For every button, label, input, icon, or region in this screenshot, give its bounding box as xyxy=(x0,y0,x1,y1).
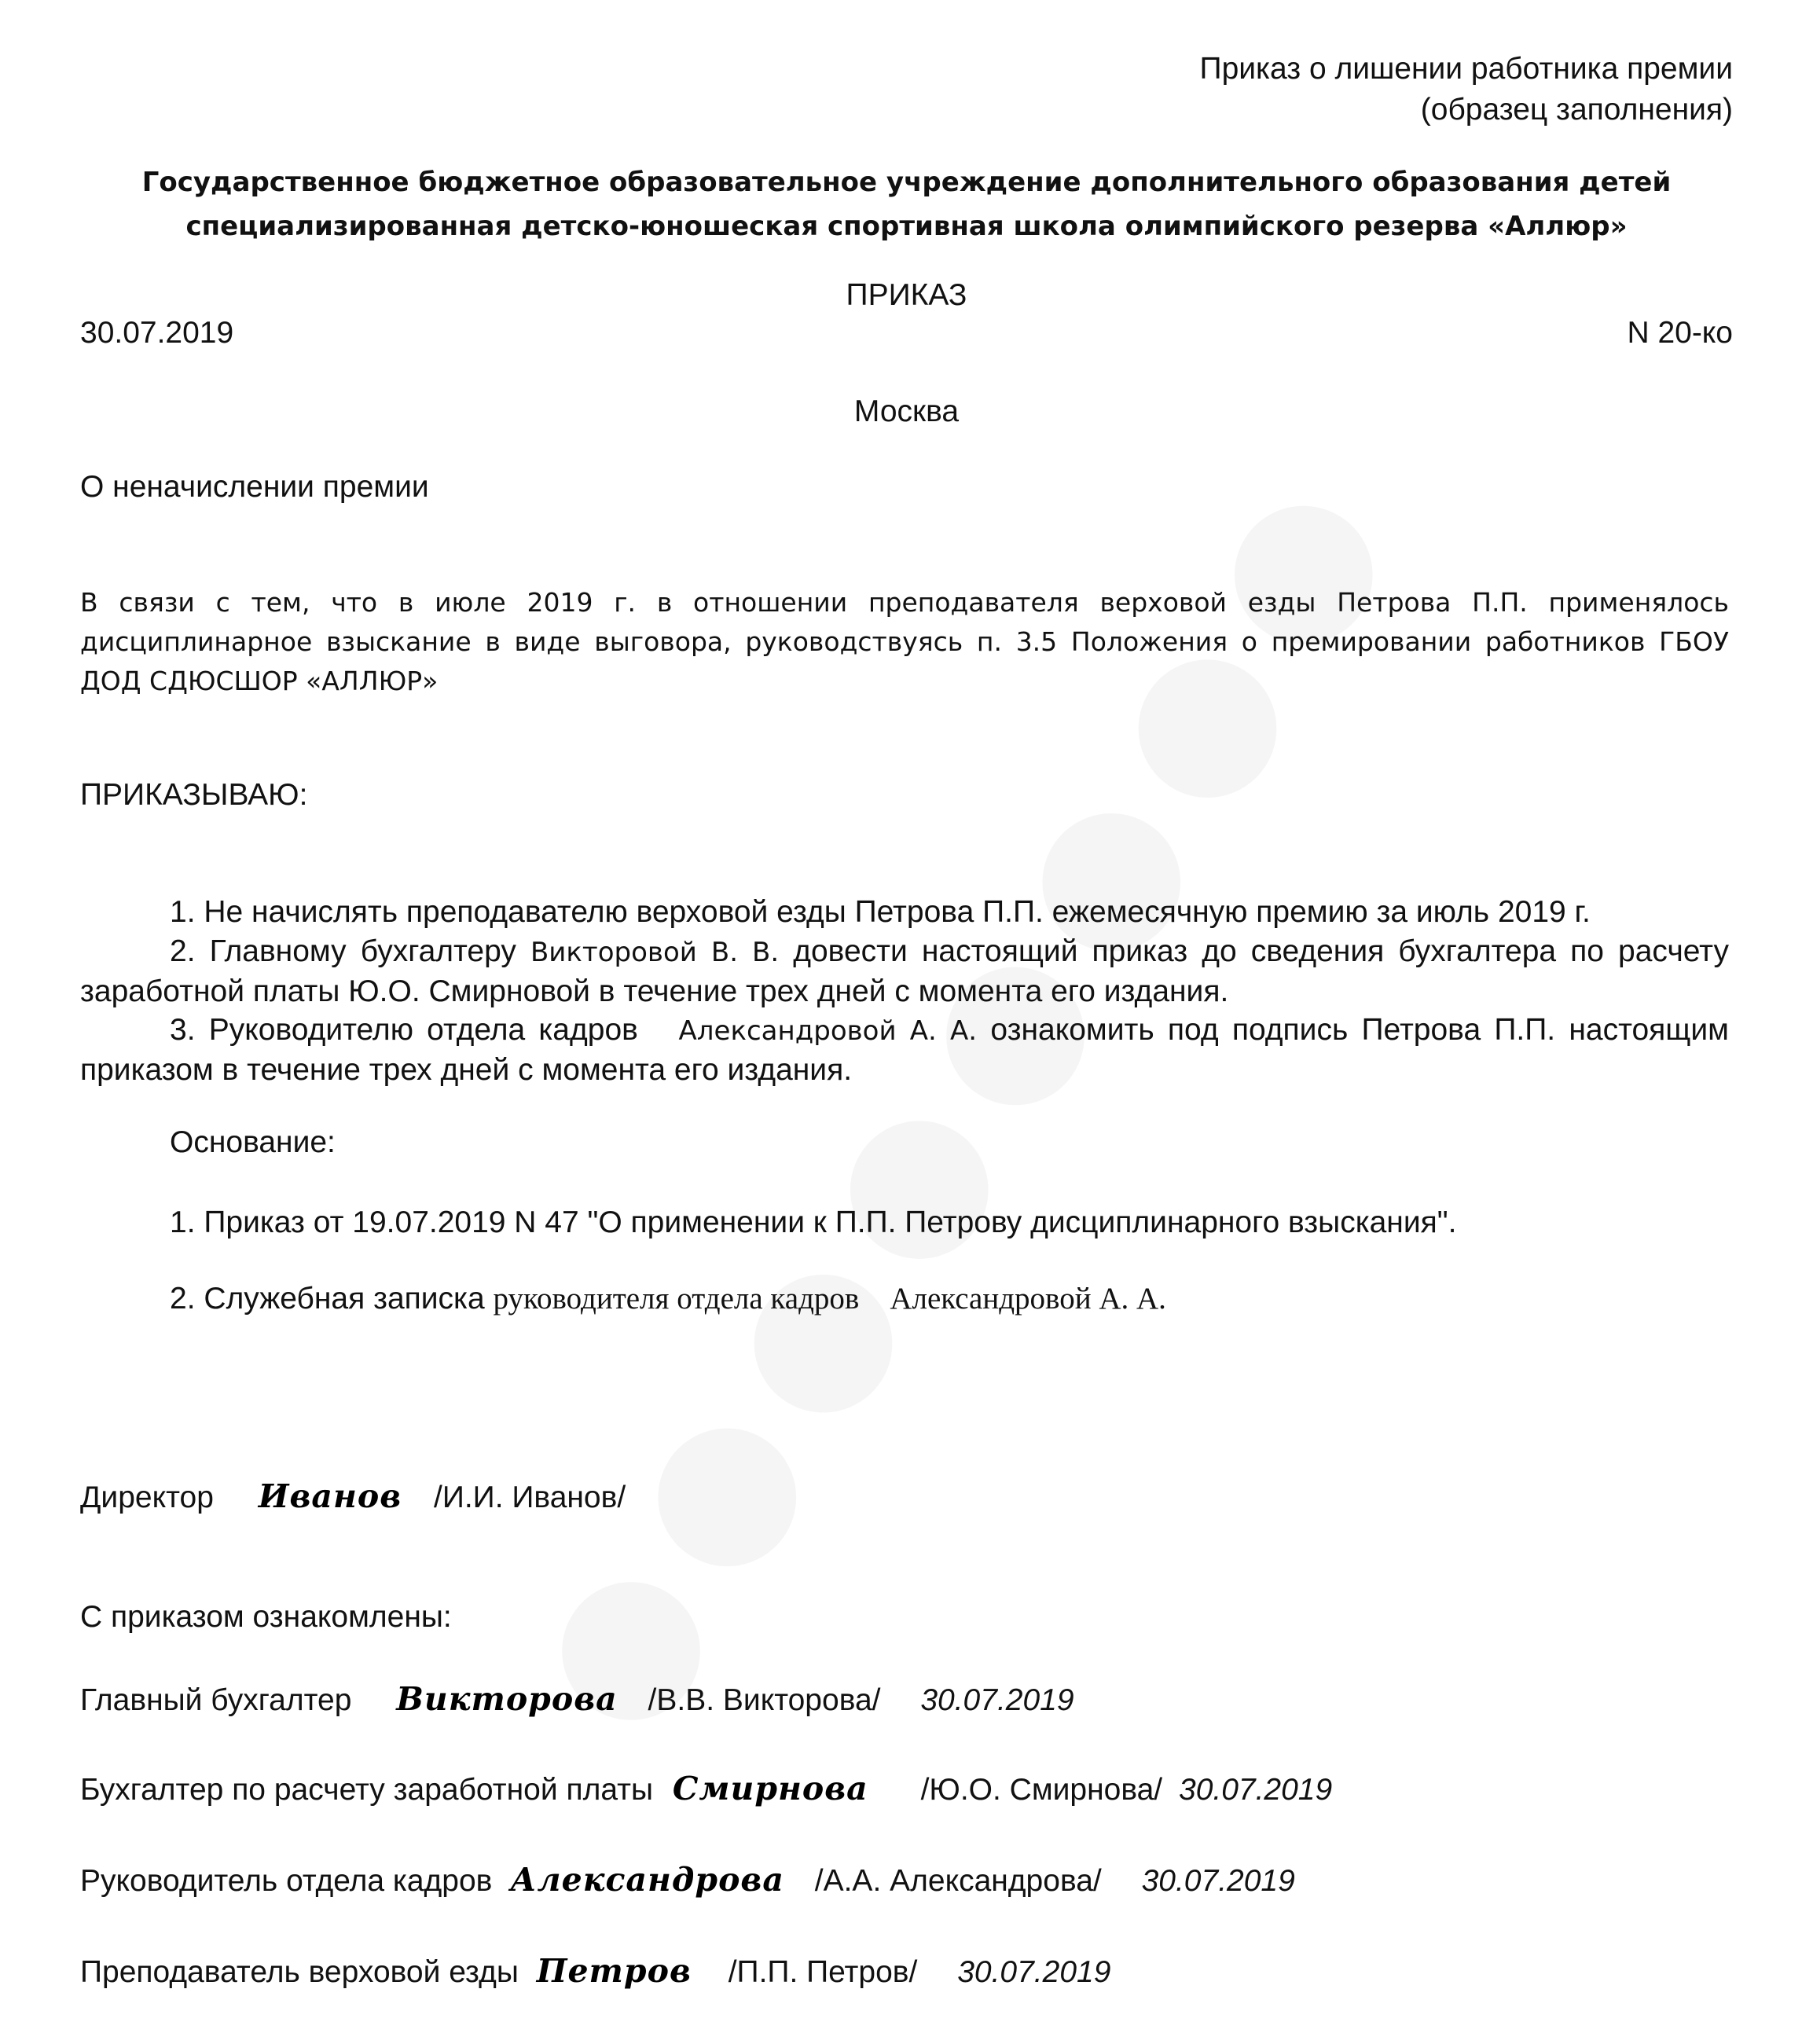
order-item-3-text: ознакомить под подпись Петрова П.П. настоящим приказом в течение трех дней с момента его издания. xyxy=(80,1013,1729,1087)
ack-signature: Александрова xyxy=(510,1861,784,1899)
document-subject: О неначислении премии xyxy=(80,470,429,504)
order-item-3-person: Александровой А. А. xyxy=(678,1015,978,1047)
document-number: N 20-ко xyxy=(1627,316,1733,350)
order-item-3 xyxy=(80,1011,1729,1090)
basis-item-2 xyxy=(170,1281,1166,1316)
ack-signature: Викторова xyxy=(396,1680,618,1718)
order-item-2-person: Викторовой В. В. xyxy=(530,937,780,968)
ack-position: Главный бухгалтер xyxy=(80,1683,352,1717)
document-type: ПРИКАЗ xyxy=(846,278,967,312)
basis-item-2-text: руководителя отдела кадров Александровой А. А. xyxy=(493,1282,1166,1316)
ack-name: /А.А. Александрова/ xyxy=(814,1864,1102,1898)
acknowledged-row xyxy=(80,1952,1110,1990)
document-city: Москва xyxy=(853,394,960,428)
sample-title xyxy=(1200,49,1733,130)
acknowledged-row xyxy=(80,1680,1074,1718)
basis-item-1: 1. Приказ от 19.07.2019 N 47 "О применении к П.П. Петрову дисциплинарного взыскания". xyxy=(170,1205,1457,1239)
ack-position: Преподаватель верховой езды xyxy=(80,1955,519,1989)
ack-name: /П.П. Петров/ xyxy=(728,1955,918,1989)
order-item-2 xyxy=(80,932,1729,1011)
ack-name: /Ю.О. Смирнова/ xyxy=(920,1773,1163,1807)
basis-heading: Основание: xyxy=(170,1125,336,1159)
ack-date: 30.07.2019 xyxy=(1141,1864,1295,1898)
ack-name: /В.В. Викторова/ xyxy=(648,1683,881,1717)
sample-title-line1: Приказ о лишении работника премии xyxy=(1199,52,1733,86)
preamble-paragraph: В связи с тем, что в июле 2019 г. в отношении преподавателя верховой езды Петрова П.П. применялось дисциплинарное взыскание в виде выговора, руководствуясь п. 3.5 Положения о премировании работников ГБОУ ДОД СДЮСШОР «АЛЛЮР» xyxy=(80,587,1729,696)
ack-position: Бухгалтер по расчету заработной платы xyxy=(80,1773,654,1807)
organization-line2: специализированная детско-юношеская спортивная школа олимпийского резерва «Аллюр» xyxy=(185,211,1628,242)
ack-date: 30.07.2019 xyxy=(920,1683,1074,1717)
document-date: 30.07.2019 xyxy=(80,316,234,350)
organization-name xyxy=(0,160,1813,248)
order-item-3-lead: 3. Руководителю отдела кадров xyxy=(170,1013,638,1047)
ack-date: 30.07.2019 xyxy=(1179,1773,1333,1807)
acknowledged-row xyxy=(80,1770,1332,1807)
director-signature-row xyxy=(80,1477,626,1515)
ack-date: 30.07.2019 xyxy=(957,1955,1111,1989)
acknowledged-heading: С приказом ознакомлены: xyxy=(80,1600,452,1634)
order-item-2-text: довести настоящий приказ до сведения бухгалтера по расчету заработной платы Ю.О. Смирновой в течение трех дней с момента его издания. xyxy=(80,934,1729,1008)
order-heading: ПРИКАЗЫВАЮ: xyxy=(80,778,308,812)
order-item-1 xyxy=(80,893,1729,932)
organization-line1: Государственное бюджетное образовательное учреждение дополнительного образования детей xyxy=(141,167,1672,198)
order-item-2-lead: 2. Главному бухгалтеру xyxy=(170,934,516,968)
ack-signature: Смирнова xyxy=(672,1770,868,1807)
ack-position: Руководитель отдела кадров xyxy=(80,1864,493,1898)
basis-item-2-lead: 2. Служебная записка xyxy=(170,1282,485,1316)
ack-signature: Петров xyxy=(536,1952,692,1990)
acknowledged-row xyxy=(80,1861,1295,1899)
sample-title-line2: (образец заполнения) xyxy=(1420,93,1733,127)
director-signature: Иванов xyxy=(258,1477,402,1515)
director-title: Директор xyxy=(80,1481,214,1514)
director-name: /И.И. Иванов/ xyxy=(433,1481,626,1514)
order-item-1-text: 1. Не начислять преподавателю верховой езды Петрова П.П. ежемесячную премию за июль 2019 г. xyxy=(170,895,1591,929)
